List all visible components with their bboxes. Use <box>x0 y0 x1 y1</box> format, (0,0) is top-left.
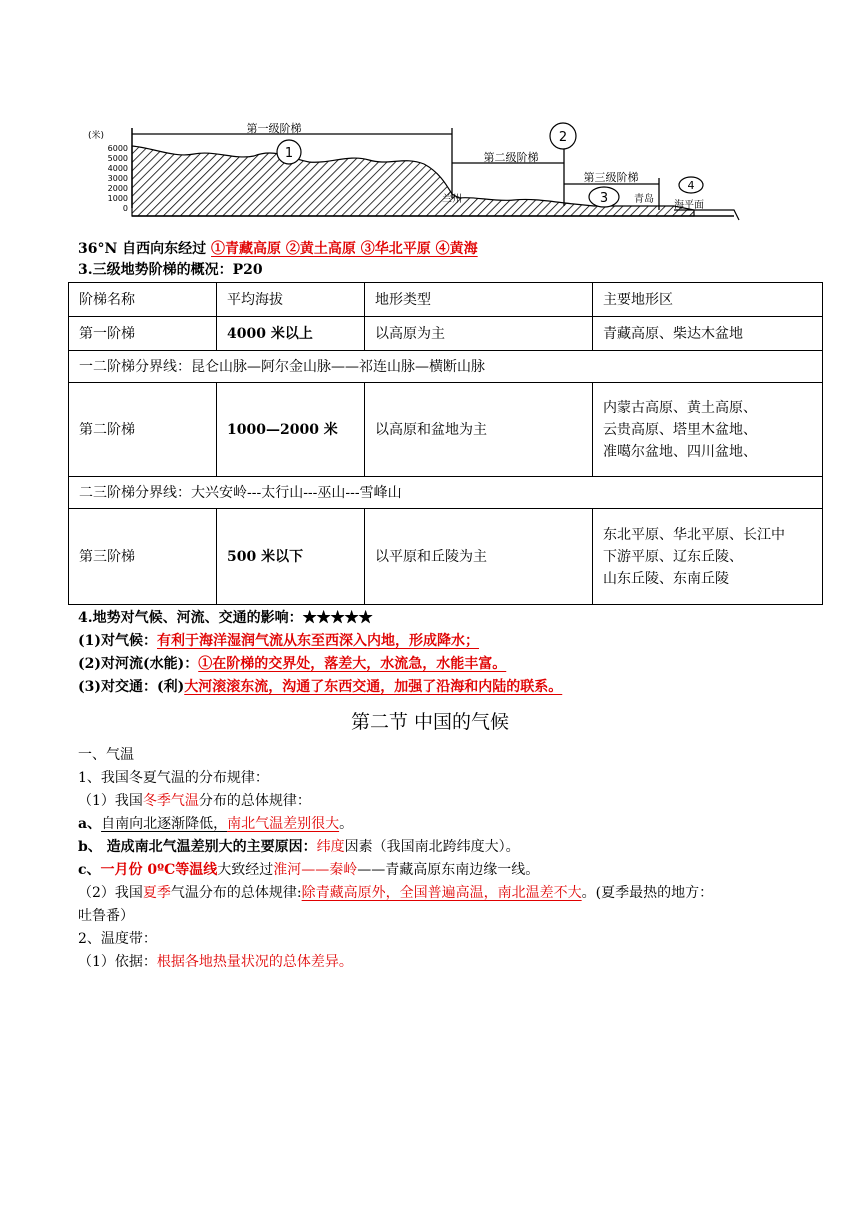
section2-title: 第二节 中国的气候 <box>350 711 510 733</box>
step3-label: 第三级阶梯 <box>583 171 639 184</box>
line-36n-answer: ①青藏高原 ②黄土高原 ③华北平原 ④黄海 <box>211 241 478 257</box>
table-row <box>69 509 823 605</box>
table-cell: 以高原为主 <box>365 317 593 351</box>
text: 。 <box>339 816 354 832</box>
effect-traffic <box>78 676 562 698</box>
effect-answer: 大河滚滚东流，沟通了东西交通，加强了沿海和内陆的联系。 <box>184 679 563 695</box>
para-winter <box>78 790 311 812</box>
text: b、 造成南北气温差别大的主要原因： <box>78 839 317 855</box>
effect-river <box>78 653 506 675</box>
marker-1: 1 <box>284 146 294 161</box>
step1-label: 第一级阶梯 <box>246 122 302 135</box>
effect-climate <box>78 630 479 652</box>
table-row <box>69 477 823 509</box>
table-row <box>69 317 823 351</box>
table-header-cell: 主要地形区 <box>593 283 823 317</box>
area-line: 云贵高原、塔里木盆地、 <box>603 421 757 438</box>
table-cell: 青藏高原、柴达木盆地 <box>593 317 823 351</box>
table-cell: 以高原和盆地为主 <box>365 383 593 477</box>
area-line: 山东丘陵、东南丘陵 <box>603 570 729 587</box>
table-cell: 4000 米以上 <box>217 317 365 351</box>
text: 一月份 0ºC等温线 <box>100 862 218 878</box>
text: 冬季气温 <box>142 793 199 809</box>
y-tick: 5000 <box>107 154 128 163</box>
text: 气温分布的总体规律: <box>170 885 302 901</box>
text: 纬度 <box>316 839 345 855</box>
text: 自南向北逐渐降低， <box>101 816 228 832</box>
table-header-row <box>69 283 823 317</box>
para-c <box>78 859 539 881</box>
effect-label: (3)对交通：(利) <box>78 679 185 695</box>
text: a、 <box>78 816 102 832</box>
text: （2）我国 <box>78 885 143 901</box>
heading-temp-zones: 2、温度带： <box>78 931 157 947</box>
text: 因素（我国南北跨纬度大）。 <box>344 839 520 855</box>
heading-distribution: 1、我国冬夏气温的分布规律： <box>78 770 269 786</box>
marker-4: 4 <box>687 179 695 192</box>
terrain-profile-figure <box>74 118 744 230</box>
table-cell <box>593 509 823 605</box>
text: 夏季 <box>142 885 171 901</box>
text: ——青藏高原东南边缘一线。 <box>357 862 540 878</box>
y-unit-label: (米) <box>88 131 105 141</box>
area-line: 下游平原、辽东丘陵、 <box>603 548 743 565</box>
text: 除青藏高原外，全国普遍高温，南北温差不大 <box>301 885 582 901</box>
para-summer <box>78 882 713 904</box>
table-cell <box>593 383 823 477</box>
effect-answer: 有利于海洋湿润气流从东至西深入内地，形成降水； <box>157 633 479 649</box>
table-row <box>69 351 823 383</box>
para-summer-cont: 吐鲁番） <box>78 908 134 924</box>
place-qingdao: 青岛 <box>634 194 654 205</box>
step2-label: 第二级阶梯 <box>483 151 539 164</box>
text: 分布的总体规律： <box>198 793 311 809</box>
table-header-cell: 平均海拔 <box>217 283 365 317</box>
text: 。(夏季最热的地方： <box>581 885 714 901</box>
y-tick: 1000 <box>107 194 128 203</box>
text: c、 <box>78 862 101 878</box>
y-tick: 6000 <box>107 144 128 153</box>
text: 淮河——秦岭 <box>273 862 358 878</box>
para-a <box>78 813 353 835</box>
sea-level-label: 海平面 <box>674 200 704 211</box>
text: （1）我国 <box>78 793 143 809</box>
line-36n-prefix: 36°N 自西向东经过 <box>78 241 207 257</box>
para-basis <box>78 951 353 973</box>
effect-label: (2)对河流(水能)： <box>78 656 199 672</box>
text: （1）依据： <box>78 954 157 970</box>
area-line: 内蒙古高原、黄土高原、 <box>603 399 757 416</box>
table-header-cell: 阶梯名称 <box>69 283 217 317</box>
terrain-steps-table <box>68 282 823 605</box>
text: 南北气温差别很大 <box>227 816 340 832</box>
section4-heading: 4.地势对气候、河流、交通的影响：★★★★★ <box>78 610 373 626</box>
table-cell: 500 米以下 <box>217 509 365 605</box>
y-tick: 2000 <box>107 184 128 193</box>
effect-label: (1)对气候： <box>78 633 157 649</box>
table-header-cell: 地形类型 <box>365 283 593 317</box>
y-tick: 0 <box>122 204 128 213</box>
table-cell: 第一阶梯 <box>69 317 217 351</box>
table-cell: 第二阶梯 <box>69 383 217 477</box>
y-tick: 4000 <box>107 164 128 173</box>
marker-2: 2 <box>558 130 568 145</box>
text: 大致经过 <box>217 862 274 878</box>
line-36n <box>78 238 478 260</box>
table-cell: 以平原和丘陵为主 <box>365 509 593 605</box>
area-line: 东北平原、华北平原、长江中 <box>603 526 785 543</box>
para-b <box>78 836 520 858</box>
table-cell: 1000—2000 米 <box>217 383 365 477</box>
boundary-1-2: 一二阶梯分界线：昆仑山脉—阿尔金山脉——祁连山脉—横断山脉 <box>69 351 823 383</box>
boundary-2-3: 二三阶梯分界线：大兴安岭---太行山---巫山---雪峰山 <box>69 477 823 509</box>
place-lanzhou: 兰州 <box>442 194 462 205</box>
area-line: 准噶尔盆地、四川盆地、 <box>603 443 757 460</box>
table-cell: 第三阶梯 <box>69 509 217 605</box>
y-tick: 3000 <box>107 174 128 183</box>
heading-temperature: 一、气温 <box>78 747 134 763</box>
table-row <box>69 383 823 477</box>
text: 根据各地热量状况的总体差异。 <box>156 954 353 970</box>
effect-answer: ①在阶梯的交界处，落差大，水流急，水能丰富。 <box>198 656 507 672</box>
marker-3: 3 <box>599 191 609 206</box>
section3-heading: 3.三级地势阶梯的概况：P20 <box>78 262 263 278</box>
